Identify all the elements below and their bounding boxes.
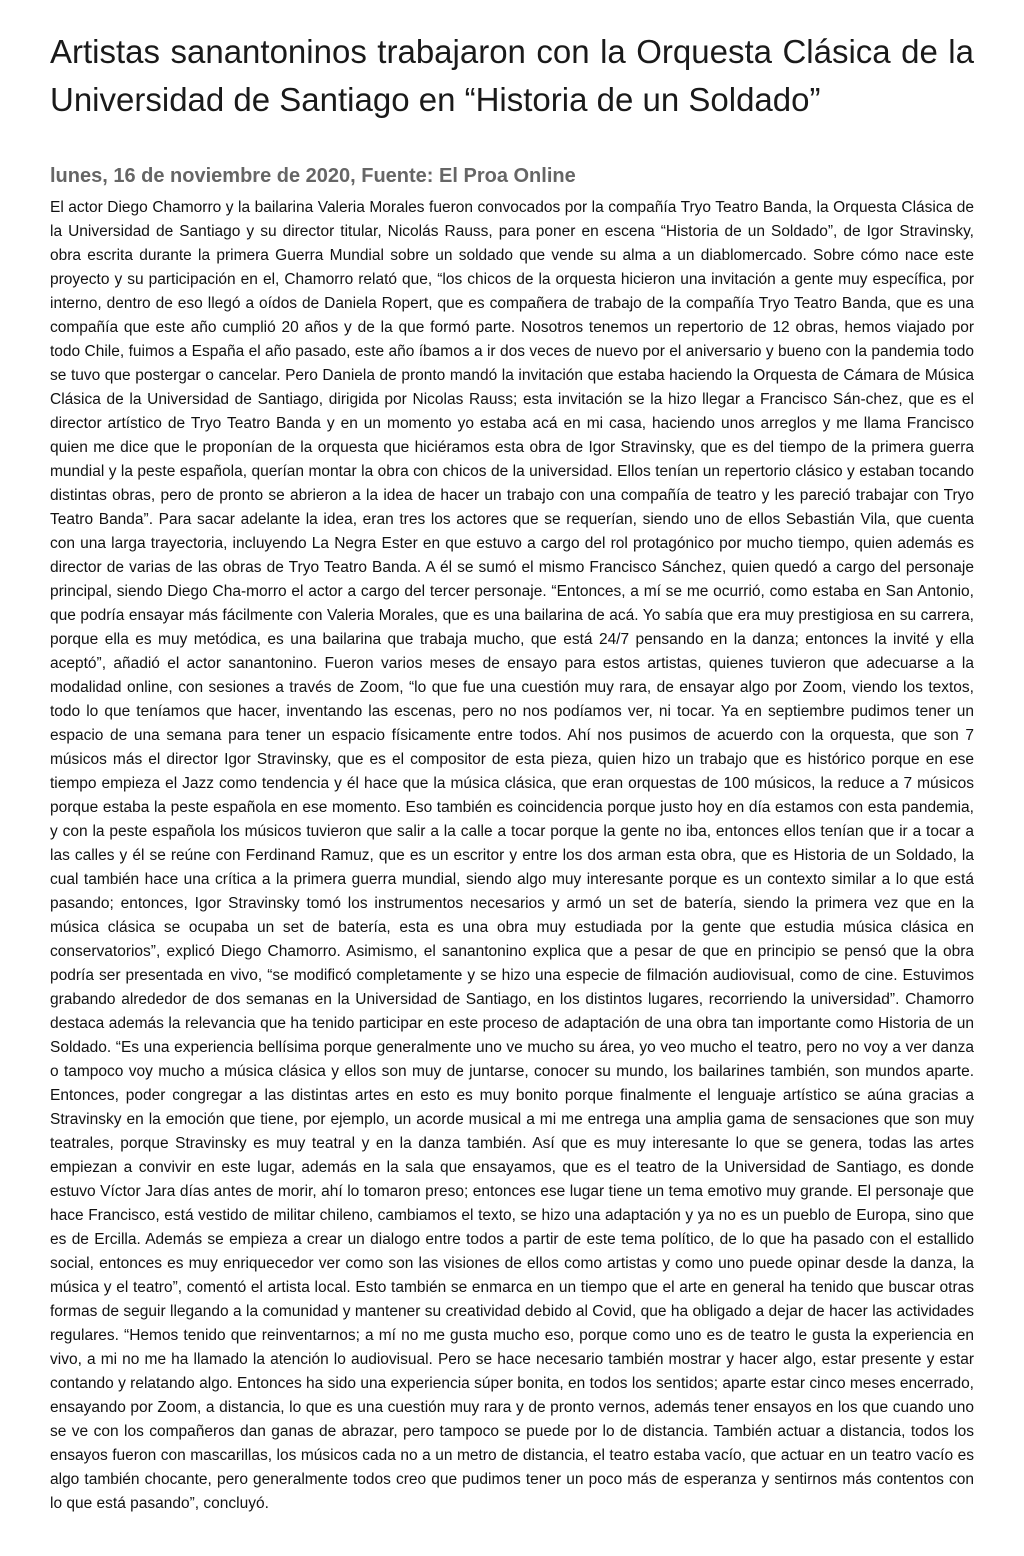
article-title: Artistas sanantoninos trabajaron con la Orquesta Clásica de la Universidad de Santiago en “Historia de un Soldado” bbox=[50, 33, 974, 118]
article-date-source: lunes, 16 de noviembre de 2020, Fuente: El Proa Online bbox=[50, 165, 576, 187]
article-body: El actor Diego Chamorro y la bailarina Valeria Morales fueron convocados por la compañía Tryo Teatro Banda, la Orquesta Clásica de la Universidad de Santiago y su director titular, Nicolás Rauss, para poner en escena “Historia de un Soldado”, de Igor Stravinsky, obra escrita durante la primera Guerra Mundial sobre un soldado que vende su alma a un diablomercado. Sobre cómo nace este proyecto y su participación en el, Chamorro relató que, “los chicos de la orquesta hicieron una invitación a gente muy específica, por interno, dentro de eso llegó a oídos de Daniela Ropert, que es compañera de trabajo de la compañía Tryo Teatro Banda, que es una compañía que este año cumplió 20 años y de la que formó parte. Nosotros tenemos un repertorio de 12 obras, hemos viajado por todo Chile, fuimos a España el año pasado, este año íbamos a ir dos veces de nuevo por el aniversario y bueno con la pandemia todo se tuvo que postergar o cancelar. Pero Daniela de pronto mandó la invitación que estaba haciendo la Orquesta de Cámara de Música Clásica de la Universidad de Santiago, dirigida por Nicolas Rauss; esta invitación se la hizo llegar a Francisco Sán-chez, que es el director artístico de Tryo Teatro Banda y en un momento yo estaba acá en mi casa, haciendo unos arreglos y me llama Francisco quien me dice que le proponían de la orquesta que hiciéramos esta obra de Igor Stravinsky, que es del tiempo de la primera guerra mundial y la peste española, querían montar la obra con chicos de la universidad. Ellos tenían un repertorio clásico y estaban tocando distintas obras, pero de pronto se abrieron a la idea de hacer un trabajo con una compañía de teatro y les pareció trabajar con Tryo Teatro Banda”. Para sacar adelante la idea, eran tres los actores que se requerían, siendo uno de ellos Sebastián Vila, que cuenta con una larga trayectoria, incluyendo La Negra Ester en que estuvo a cargo del rol protagónico por mucho tiempo, quien además es director de varias de las obras de Tryo Teatro Banda. A él se sumó el mismo Francisco Sánchez, quien quedó a cargo del personaje principal, siendo Diego Cha-morro el actor a cargo del tercer personaje. “Entonces, a mí se me ocurrió, como estaba en San Antonio, que podría ensayar más fácilmente con Valeria Morales, que es una bailarina de acá. Yo sabía que era muy prestigiosa en su carrera, porque ella es muy metódica, es una bailarina que trabaja mucho, que está 24/7 pensando en la danza; entonces la invité y ella aceptó”, añadió el actor sanantonino. Fueron varios meses de ensayo para estos artistas, quienes tuvieron que adecuarse a la modalidad online, con sesiones a través de Zoom, “lo que fue una cuestión muy rara, de ensayar algo por Zoom, viendo los textos, todo lo que teníamos que hacer, inventando las escenas, pero no nos podíamos ver, ni tocar. Ya en septiembre pudimos tener un espacio de una semana para tener un espacio físicamente entre todos. Ahí nos pusimos de acuerdo con la orquesta, que son 7 músicos más el director Igor Stravinsky, que es el compositor de esta pieza, quien hizo un trabajo que es histórico porque en ese tiempo empieza el Jazz como tendencia y él hace que la música clásica, que eran orquestas de 100 músicos, la reduce a 7 músicos porque estaba la peste española en ese momento. Eso también es coincidencia porque justo hoy en día estamos con esta pandemia, y con la peste española los músicos tuvieron que salir a la calle a tocar porque la gente no iba, entonces ellos tenían que ir a tocar a las calles y él se reúne con Ferdinand Ramuz, que es un escritor y entre los dos arman esta obra, que es Historia de un Soldado, la cual también hace una crítica a la primera guerra mundial, siendo algo muy interesante porque es un contexto similar a lo que está pasando; entonces, Igor Stravinsky tomó los instrumentos necesarios y armó un set de batería, siendo la primera vez que en la música clásica se ocupaba un set de batería, esta es una obra muy estudiada por la gente que estudia música clásica en conservatorios”, explicó Diego Chamorro. Asimismo, el sanantonino explica que a pesar de que en principio se pensó que la obra podría ser presentada en vivo, “se modificó completamente y se hizo una especie de filmación audiovisual, como de cine. Estuvimos grabando alrededor de dos semanas en la Universidad de Santiago, en los distintos lugares, recorriendo la universidad”. Chamorro destaca además la relevancia que ha tenido participar en este proceso de adaptación de una obra tan importante como Historia de un Soldado. “Es una experiencia bellísima porque generalmente uno ve mucho su área, yo veo mucho el teatro, pero no voy a ver danza o tampoco voy mucho a música clásica y ellos son muy de juntarse, conocer su mundo, los bailarines también, son mundos aparte. Entonces, poder congregar a las distintas artes en esto es muy bonito porque finalmente el lenguaje artístico se aúna gracias a Stravinsky en la emoción que tiene, por ejemplo, un acorde musical a mi me entrega una amplia gama de sensaciones que son muy teatrales, porque Stravinsky es muy teatral y en la danza también. Así que es muy interesante lo que se genera, todas las artes empiezan a convivir en este lugar, además en la sala que ensayamos, que es el teatro de la Universidad de Santiago, es donde estuvo Víctor Jara días antes de morir, ahí lo tomaron preso; entonces ese lugar tiene un tema emotivo muy grande. El personaje que hace Francisco, está vestido de militar chileno, cambiamos el texto, se hizo una adaptación y ya no es un pueblo de Europa, sino que es de Ercilla. Además se empieza a crear un dialogo entre todos a partir de este tema político, de lo que ha pasado con el estallido social, entonces es muy enriquecedor ver como son las visiones de ellos como artistas y como uno puede opinar desde la danza, la música y el teatro”, comentó el artista local. Esto también se enmarca en un tiempo que el arte en general ha tenido que buscar otras formas de seguir llegando a la comunidad y mantener su creatividad debido al Covid, que ha obligado a dejar de hacer las actividades regulares. “Hemos tenido que reinventarnos; a mí no me gusta mucho eso, porque como uno es de teatro le gusta la experiencia en vivo, a mi no me ha llamado la atención lo audiovisual. Pero se hace necesario también mostrar y hacer algo, estar presente y estar contando y relatando algo. Entonces ha sido una experiencia súper bonita, en todos los sentidos; aparte estar cinco meses encerrado, ensayando por Zoom, a distancia, lo que es una cuestión muy rara y de pronto vernos, además tener ensayos en los que cuando uno se ve con los compañeros dan ganas de abrazar, pero tampoco se puede por lo de distancia. También actuar a distancia, todos los ensayos fueron con mascarillas, los músicos cada no a un metro de distancia, el teatro estaba vacío, que actuar en un teatro vacío es algo también chocante, pero generalmente todos creo que pudimos tener un poco más de esperanza y sentirnos más contentos con lo que está pasando”, concluyó. bbox=[50, 199, 974, 1512]
